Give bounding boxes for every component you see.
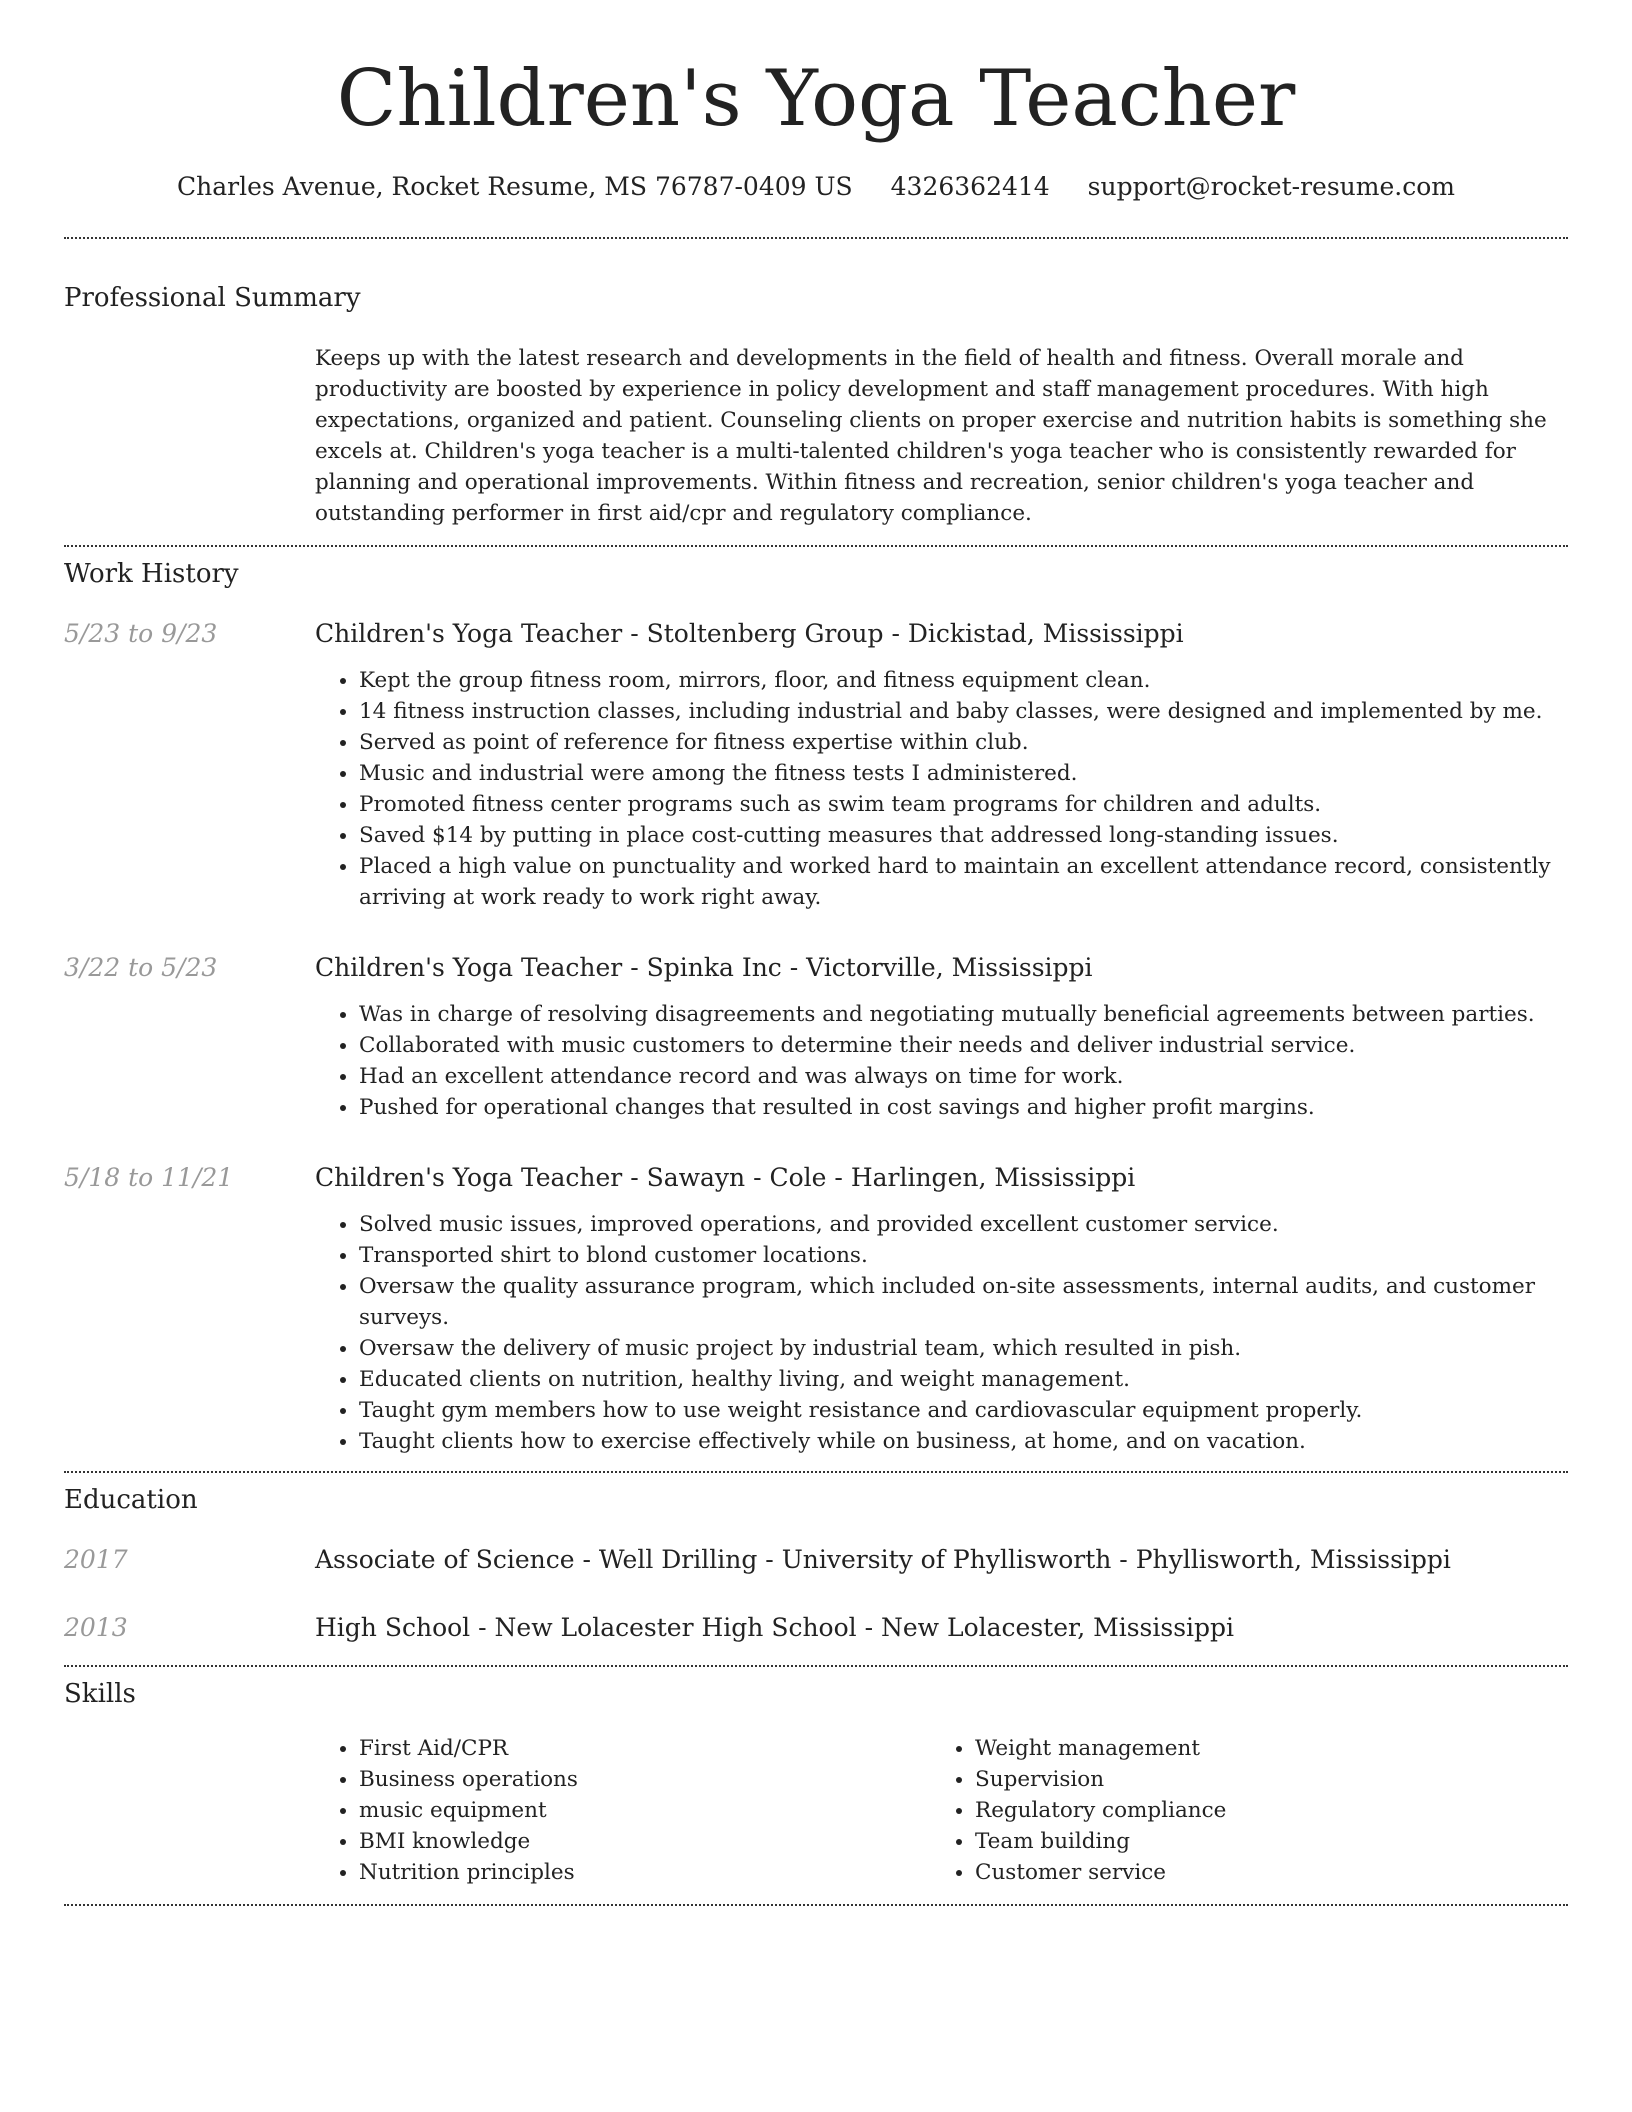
job-bullet: • Transported shirt to blond customer locations.: [359, 1240, 1568, 1271]
job-heading: [315, 617, 1568, 651]
education-school: New Lolacester High School: [494, 1613, 857, 1642]
job-bullet: • Music and industrial were among the fitness tests I administered.: [359, 758, 1568, 789]
section-title-skills: Skills: [64, 1679, 136, 1709]
job-bullet: • Taught clients how to exercise effectively while on business, at home, and on vacation.: [359, 1426, 1568, 1457]
divider: [64, 1471, 1568, 1473]
job-bullet: • Taught gym members how to use weight resistance and cardiovascular equipment properly.: [359, 1395, 1568, 1426]
job-location: Dickistad, Mississippi: [907, 619, 1184, 648]
section-title-education: Education: [64, 1485, 198, 1515]
job-bullet: • Pushed for operational changes that resulted in cost savings and higher profit margins.: [359, 1092, 1568, 1123]
separator: -: [781, 953, 807, 982]
job-bullet: • Had an excellent attendance record and was always on time for work.: [359, 1061, 1568, 1092]
skill-item: • music equipment: [359, 1795, 931, 1826]
job-dates: 3/22 to 5/23: [64, 953, 218, 982]
divider: [64, 545, 1568, 547]
job-bullet: • 14 fitness instruction classes, including industrial and baby classes, were designed and implemented by me.: [359, 696, 1568, 727]
job-dates: 5/23 to 9/23: [64, 619, 218, 648]
job-bullet: • Solved music issues, improved operations, and provided excellent customer service.: [359, 1209, 1568, 1240]
skill-item: • Regulatory compliance: [975, 1795, 1547, 1826]
divider: [64, 237, 1568, 239]
separator: -: [622, 1163, 647, 1192]
separator: -: [574, 1545, 599, 1574]
job-dates: 5/18 to 11/21: [64, 1163, 234, 1192]
skills-list: [315, 1733, 1568, 1888]
job-body: [315, 1161, 1568, 1457]
resume-name: Children's Yoga Teacher: [336, 54, 1296, 144]
skill-item: • Team building: [975, 1826, 1547, 1857]
job-bullet: • Saved $14 by putting in place cost-cutting measures that addressed long-standing issues.: [359, 820, 1568, 851]
education-degree: High School: [315, 1613, 471, 1642]
skill-item: • Nutrition principles: [359, 1857, 931, 1888]
contact-email: support@rocket-resume.com: [1087, 172, 1455, 201]
job-company: Sawayn - Cole: [646, 1163, 827, 1192]
separator: -: [856, 1613, 881, 1642]
job-bullets: [315, 665, 1568, 913]
resume-page: [64, 0, 1568, 1906]
separator: -: [622, 619, 647, 648]
skill-item: • Customer service: [975, 1857, 1547, 1888]
job-bullet: • Oversaw the delivery of music project by industrial team, which resulted in pish.: [359, 1333, 1568, 1364]
education-field: Well Drilling: [598, 1545, 758, 1574]
separator: -: [470, 1613, 495, 1642]
education-location: New Lolacester, Mississippi: [880, 1613, 1235, 1642]
job-entry: [64, 617, 1568, 913]
skill-item: • First Aid/CPR: [359, 1733, 931, 1764]
education-body: [315, 1611, 1568, 1645]
skill-item: • Weight management: [975, 1733, 1547, 1764]
job-bullet: • Served as point of reference for fitness expertise within club.: [359, 727, 1568, 758]
job-bullets: [315, 1209, 1568, 1457]
job-body: [315, 617, 1568, 913]
education-body: [315, 1543, 1568, 1577]
job-company: Stoltenberg Group: [646, 619, 884, 648]
job-location: Harlingen, Mississippi: [850, 1163, 1136, 1192]
skills-column-right: [931, 1733, 1547, 1888]
divider: [64, 1665, 1568, 1667]
education-heading: [315, 1611, 1568, 1645]
skill-item: • BMI knowledge: [359, 1826, 931, 1857]
education-location: Phyllisworth, Mississippi: [1135, 1545, 1451, 1574]
divider: [64, 1904, 1568, 1906]
skill-item: • Business operations: [359, 1764, 931, 1795]
separator: -: [883, 619, 908, 648]
job-entry: [64, 951, 1568, 1123]
education-year: 2017: [64, 1545, 128, 1574]
job-bullet: • Promoted fitness center programs such as swim team programs for children and adults.: [359, 789, 1568, 820]
section-title-work: Work History: [64, 559, 239, 589]
separator: -: [622, 953, 647, 982]
job-location: Victorville, Mississippi: [806, 953, 1093, 982]
skills-column-left: [315, 1733, 931, 1888]
skill-item: • Supervision: [975, 1764, 1547, 1795]
education-entry: [64, 1543, 1568, 1577]
separator: -: [826, 1163, 851, 1192]
job-bullet: • Was in charge of resolving disagreements and negotiating mutually beneficial agreements between parties.: [359, 999, 1568, 1030]
contact-address: Charles Avenue, Rocket Resume, MS 76787-0409 US: [177, 172, 853, 201]
education-heading: [315, 1543, 1568, 1577]
job-entry: [64, 1161, 1568, 1457]
separator: -: [757, 1545, 782, 1574]
job-role: Children's Yoga Teacher: [315, 1163, 623, 1192]
job-body: [315, 951, 1568, 1123]
contact-phone: 4326362414: [890, 172, 1050, 201]
education-year: 2013: [64, 1613, 128, 1642]
job-heading: [315, 951, 1568, 985]
job-bullet: • Educated clients on nutrition, healthy living, and weight management.: [359, 1364, 1568, 1395]
separator: -: [1111, 1545, 1136, 1574]
job-role: Children's Yoga Teacher: [315, 619, 623, 648]
job-bullets: [315, 999, 1568, 1123]
education-degree: Associate of Science: [315, 1545, 575, 1574]
contact-line: [64, 172, 1568, 201]
education-entry: [64, 1611, 1568, 1645]
job-role: Children's Yoga Teacher: [315, 953, 623, 982]
job-bullet: • Collaborated with music customers to determine their needs and deliver industrial service.: [359, 1030, 1568, 1061]
section-title-summary: Professional Summary: [64, 283, 361, 313]
summary-text: Keeps up with the latest research and developments in the field of health and fitness. Overall morale and productivity are boosted by experience in policy development and staff management procedures. With high expectations, organized and patient. Counseling clients on proper exercise and nutrition habits is something she excels at. Children's yoga teacher is a multi-talented children's yoga teacher who is consistently rewarded for planning and operational improvements. Within fitness and recreation, senior children's yoga teacher and outstanding performer in first aid/cpr and regulatory compliance.: [315, 346, 1547, 526]
job-heading: [315, 1161, 1568, 1195]
job-bullet: • Kept the group fitness room, mirrors, floor, and fitness equipment clean.: [359, 665, 1568, 696]
job-company: Spinka Inc: [646, 953, 782, 982]
job-bullet: • Placed a high value on punctuality and worked hard to maintain an excellent attendance record, consistently arriving at work ready to work right away.: [359, 851, 1568, 913]
education-school: University of Phyllisworth: [781, 1545, 1112, 1574]
job-bullet: • Oversaw the quality assurance program, which included on-site assessments, internal audits, and customer surveys.: [359, 1271, 1568, 1333]
